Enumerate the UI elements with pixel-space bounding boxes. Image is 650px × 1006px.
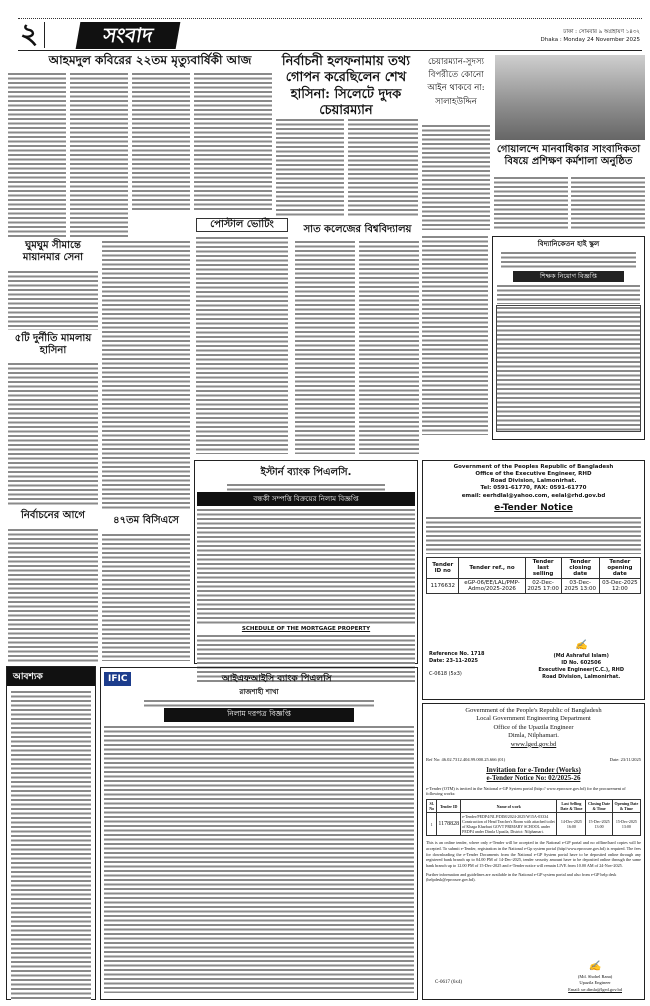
article-text <box>422 124 490 230</box>
headline-ahmedul-kabir: আহমদুল কবিরের ২২তম মৃত্যুবার্ষিকী আজ <box>30 54 270 68</box>
col-header: Tender closing date <box>561 557 599 578</box>
headline-postal-voting: পোস্টাল ভোটিং <box>196 218 288 232</box>
reference: Reference No. 1718 <box>429 651 485 657</box>
article-text <box>196 236 288 454</box>
cell: 1176632 <box>427 578 459 593</box>
ific-notice-title: নিলাম দরপত্র বিজ্ঞপ্তি <box>164 708 354 722</box>
aboshyok-title: আবশ্যক <box>7 667 95 686</box>
cell: 1 <box>427 813 437 836</box>
cell: 1178828 <box>437 813 461 836</box>
masthead-date <box>541 28 640 45</box>
col-header: Opening Date & Time <box>612 800 640 813</box>
cell: 03-Dec-2025 13:00 <box>561 578 599 593</box>
news-photo <box>495 55 645 140</box>
date-bn: ঢাকা : সোমবার ৯ অগ্রহায়ণ ১৪৩২ <box>563 29 640 35</box>
article-text <box>8 528 98 663</box>
article-text <box>8 270 98 330</box>
article-text <box>197 508 415 626</box>
divider <box>44 22 45 48</box>
bank-name: ইস্টার্ন ব্যাংক পিএলসি. <box>260 467 352 478</box>
headline-election: নির্বাচনের আগে <box>8 510 98 522</box>
division-line: Road Division, Lalmonirhat. <box>490 478 577 485</box>
ad-code: C-0617 (6x4) <box>435 980 463 985</box>
rhd-tender-table <box>426 557 641 594</box>
location-line: Dimla, Nilphamari. <box>508 732 559 740</box>
rhd-etender-notice <box>422 460 645 700</box>
gov-line: Government of the People's Republic of Bangladesh <box>465 707 602 714</box>
col-header: Tender last selling <box>525 557 561 578</box>
article-text <box>571 176 645 231</box>
ific-auction-ad <box>100 667 418 1000</box>
masthead-rule <box>18 50 642 51</box>
article-text <box>426 516 641 554</box>
signer: (Md Ashraful Islam) <box>553 653 609 659</box>
signer-email: Email: ue.dimla@lged.gov.bd <box>568 986 622 992</box>
article-text <box>348 118 418 218</box>
notice-date: Date: 23/11/2025 <box>609 757 641 763</box>
article-text <box>102 533 190 661</box>
headline-hasina-affidavit: নির্বাচনী হলফনামায় তথ্য গোপন করেছিলেন শেখ হাসিনা: সিলেটে দুদক চেয়ারম্যান <box>272 54 420 119</box>
school-notice <box>492 236 645 440</box>
article-text <box>422 235 488 435</box>
headline-seven-colleges: সাত কলেজের বিশ্ববিদ্যালয় <box>295 224 420 236</box>
lged-tender-table <box>426 799 641 836</box>
ific-name: আইএফআইসি ব্যাংক পিএলসি <box>221 674 332 684</box>
article-text <box>194 72 272 212</box>
email-line: email: eerhdlal@yahoo.com, eelal@rhd.gov.bd <box>461 492 606 499</box>
article-text <box>11 690 91 1000</box>
article-text <box>8 72 66 237</box>
lged-further: Further information and guidelines are available in the National e-GP system portal and also from e-GP help desk (helpdesk@eprocure.gov.bd). <box>426 871 617 883</box>
col-header: Tender opening date <box>599 557 640 578</box>
date-en: Dhaka : Monday 24 November 2025 <box>540 37 640 44</box>
cell: 03-Dec-2025 12:00 <box>599 578 640 593</box>
col-header: Tender ID <box>437 800 461 813</box>
lged-title: Invitation for e-Tender (Works) <box>486 766 581 775</box>
lged-intro: e-Tender (OTM) is invited in the National e-GP System portal (http:// www.eprocure.gov.bd) for the procurement of following works: <box>426 786 626 797</box>
eastern-bank-auction-ad <box>194 460 418 664</box>
page-number: ২ <box>20 17 39 50</box>
notice-subtitle: শিক্ষক নিয়োগ বিজ্ঞপ্তি <box>513 271 624 282</box>
article-text <box>494 176 568 231</box>
vacancy-table <box>497 306 640 431</box>
newspaper-logo: সংবাদ <box>76 22 181 49</box>
lged-etender-notice <box>422 703 645 1000</box>
article-text <box>144 699 374 707</box>
signature: ✍ <box>574 640 588 651</box>
ad-code: C-0618 (5x3) <box>429 671 462 677</box>
phone-line: Tel: 0591-61770, FAX: 0591-61770 <box>480 485 587 492</box>
signer-office: Road Division, Lalmonirhat. <box>542 674 621 680</box>
article-text <box>70 72 128 237</box>
col-header: Last Selling Date & Time <box>557 800 586 813</box>
memo-no: Ref No: 46.02.7312.404.99.000.25.666 (01) <box>426 757 506 763</box>
cell: 15-Dec-2025 13:00 <box>586 813 612 836</box>
signer-id: ID No. 602506 <box>561 660 602 666</box>
schedule-title: SCHEDULE OF THE MORTGAGE PROPERTY <box>241 626 371 632</box>
etender-title: e-Tender Notice <box>494 502 573 513</box>
article-text <box>295 240 355 454</box>
school-name: বিদ্যানিকেতন হাই স্কুল <box>537 240 600 248</box>
col-header: Tender ref., no <box>459 557 525 578</box>
col-header: Tender ID no <box>427 557 459 578</box>
office-line: Office of the Executive Engineer, RHD <box>475 471 592 478</box>
cell: 14-Dec-2025 16:00 <box>557 813 586 836</box>
col-header: Closing Date & Time <box>586 800 612 813</box>
article-text <box>102 240 190 510</box>
gov-line: Government of the Peoples Republic of Bangladesh <box>453 464 614 470</box>
top-rule <box>18 18 642 19</box>
col-header: Sl. No <box>427 800 437 813</box>
col-header: Name of work <box>461 800 557 813</box>
article-text <box>276 118 344 218</box>
website-link[interactable]: www.lged.gov.bd <box>510 740 557 748</box>
ific-branch: রাজশাহী শাখা <box>239 688 279 696</box>
office-line: Office of the Upazila Engineer <box>493 723 574 731</box>
cell: 02-Dec-2025 17:00 <box>525 578 561 593</box>
article-text <box>359 240 419 454</box>
article-text <box>497 284 640 304</box>
article-text <box>132 72 190 212</box>
ific-logo: IFIC <box>104 672 131 686</box>
reference-date: Date: 23-11-2025 <box>429 658 479 664</box>
classified-aboshyok <box>6 666 96 1000</box>
cell: e-Tender/PEDP4/NLP/DIM/2024-2025/W15A-03334 Construction of Head Teacher's Room with attached toilet of Khaga Kharbari GOVT PRIMARY SCHOOL under PEDP4 under Dimla Upazila, District: Nilphamari. <box>461 813 557 836</box>
signer-title: Upazila Engineer <box>579 980 611 986</box>
article-text <box>501 251 636 269</box>
cell: eGP-06/EE/LAL/PMP-Admo/2025-2026 <box>459 578 525 593</box>
article-text <box>227 483 385 491</box>
headline-salahuddin: চেয়ারম্যান-সুদস্য বিপরীতে কোনো আইন থাকবে না: সালাহউদ্দিন <box>422 56 490 109</box>
article-text <box>104 725 414 993</box>
lged-notice-no: e-Tender Notice No: 02/2025-26 <box>486 774 581 783</box>
auction-notice-title: বন্ধকী সম্পত্তি বিক্রয়ের নিলাম বিজ্ঞপ্তি <box>197 492 415 506</box>
dept-line: Local Government Engineering Department <box>476 715 591 723</box>
signature: ✍ <box>588 961 602 973</box>
article-text <box>8 362 98 507</box>
headline-hasina-cases: ৫টি দুর্নীতি মামলায় হাসিনা <box>8 333 98 356</box>
signer-title: Executive Engineer(C.C.), RHD <box>538 667 624 673</box>
signer: (Md. Shohel Rana) <box>577 974 613 980</box>
cell: 15-Dec-2025 13:00 <box>612 813 640 836</box>
lged-body: This is an online tender, where only e-Tender will be accepted in the National e-GP portal and no offline/hard copies will be accepted. To submit e-Tender, registration in the National e-Gp system portal (http//www.eprocure.gov.bd) is required. The fees for downloading the e-Tender Documents from the National e-GP System portal have to be deposited online through any registered bank branch up to 04.00 PM of 14-Dec-2025, tender security amount have to be deposited online through the same bank branch up to 12.00 PM of 15-Dec-2025 and e-Tender notice will remain LIVE from 10.00 AM of 24-Nov-2025. <box>426 840 641 868</box>
headline-bcs: ৪৭তম বিসিএসে <box>102 515 190 527</box>
headline-goalanda: গোয়ালন্দে মানবাধিকার সাংবাদিকতা বিষয়ে প্রশিক্ষণ কর্মশালা অনুষ্ঠিত <box>492 144 645 167</box>
headline-myanmar: ঘুমঘুম সীমান্তে মায়ানমার সেনা <box>8 240 98 263</box>
